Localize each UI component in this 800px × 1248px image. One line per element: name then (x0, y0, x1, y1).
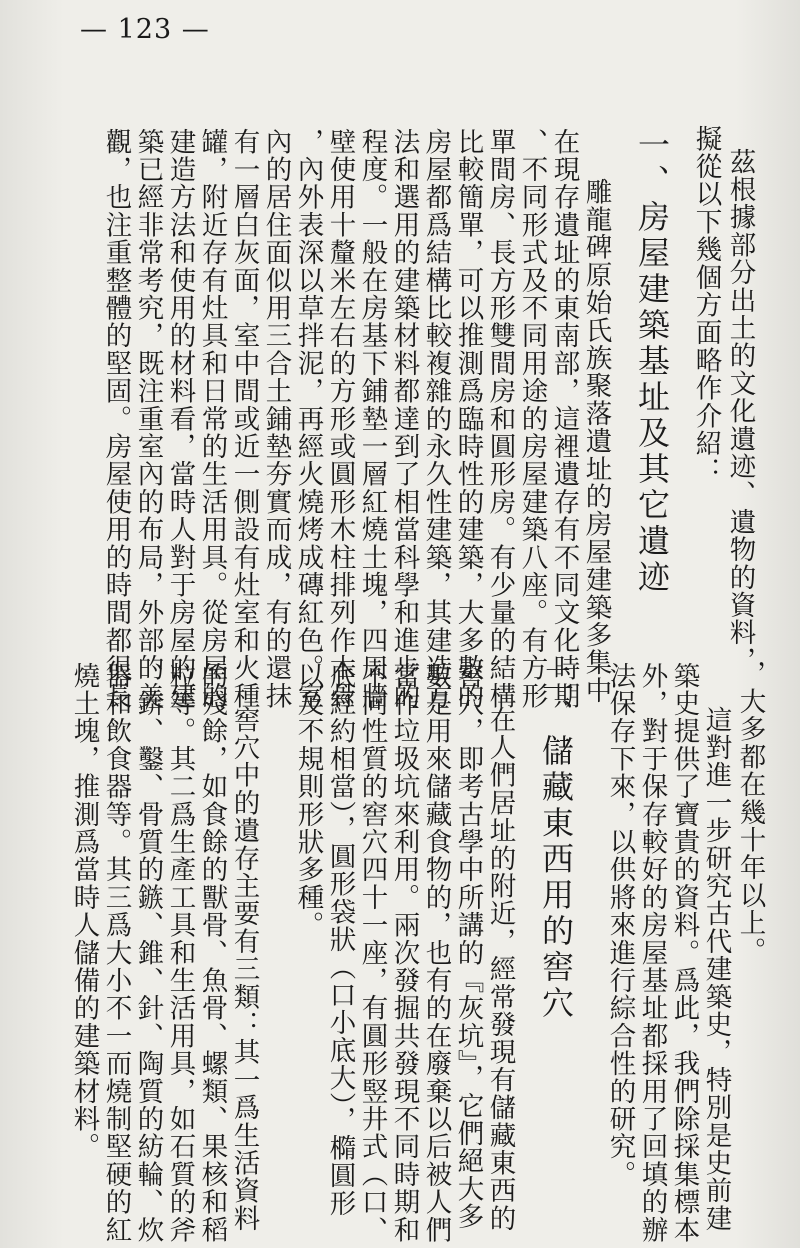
text-column: 不同性質的窖穴四十一座，有圓形竪井式（口、 (356, 662, 388, 1244)
text-column: 內的居住面似用三合土鋪墊夯實而成，有的還抹 (260, 128, 292, 710)
text-column: 外，對于保存較好的房屋基址都採用了回填的辦 (636, 662, 668, 1244)
text-column: 壁使用十釐米左右的方形或圓形木柱排列作木骨 (324, 128, 356, 710)
text-column: 法和選用的建築材料都達到了相當科學和進步的 (388, 128, 420, 710)
text-column: 底經約相當），圓形袋狀（口小底大），橢圓形 (324, 662, 356, 1218)
text-column: 房屋都爲結構比較複雜的永久性建築，其建造方 (420, 128, 452, 710)
text-column: 程度。一般在房基下鋪墊一層紅燒土塊，四周牆 (356, 128, 388, 710)
text-column: 比較簡單，可以推測爲臨時性的建築，大多數的 (452, 128, 484, 710)
text-column: 這對進一步研究古代建築史，特別是史前建 (700, 706, 732, 1233)
text-column: 器和飲食器等。其三爲大小不一而燒制堅硬的紅 (100, 662, 132, 1244)
section-heading: 一、房屋建築基址及其它遺迹 (633, 128, 671, 596)
text-column: 、不同形式及不同用途的房屋建築八座。有方形 (516, 128, 548, 710)
text-column: 當作垃圾坑來利用。兩次發掘共發現不同時期和 (388, 662, 420, 1244)
text-column: 在現存遺址的東南部，這裡遺存有不同文化時期 (548, 128, 580, 710)
text-column: 罐，附近存有灶具和日常的生活用具。從房屋的 (196, 128, 228, 710)
text-column: 以及不規則形狀多種。 (292, 662, 324, 939)
text-column: 在人們居址的附近，經常發現有儲藏東西的 (484, 706, 516, 1233)
section-heading: 二、儲藏東西用的窖穴 (537, 662, 575, 1022)
text-column: 燒土塊，推測爲當時人儲備的建築材料。 (68, 662, 100, 1161)
text-column: 觀，也注重整體的堅固。房屋使用的時間都很長 (100, 128, 132, 710)
text-column: 窖穴，即考古學中所講的『灰坑』，它們絕大多 (452, 662, 484, 1231)
text-column: 築已經非常考究，既注重室內的布局，外部的美 (132, 128, 164, 710)
text-column: ，大多都在幾十年以上。 (734, 660, 766, 965)
text-column: 擬從以下幾個方面略作介紹： (690, 125, 722, 486)
text-column: 有一層白灰面，室中間或近一側設有灶室和火種 (228, 128, 260, 710)
text-column: ，內外表深以草拌泥，再經火燒烤成磚紅色。室 (292, 128, 324, 710)
page-number: — 123 — (80, 14, 210, 45)
text-column: 數是用來儲藏食物的，也有的在廢棄以后被人們 (420, 662, 452, 1244)
text-column: 單間房、長方形雙間房和圓形房。有少量的結構 (484, 128, 516, 710)
text-column: 築史提供了寶貴的資料。爲此，我們除採集標本 (668, 662, 700, 1244)
text-column: 茲根據部分出土的文化遺迹、遺物的資料， (724, 148, 756, 675)
text-column: 粒等。其二爲生產工具和生活用具，如石質的斧 (164, 662, 196, 1244)
text-column: 法保存下來，以供將來進行綜合性的研究。 (604, 662, 636, 1189)
text-column: 建造方法和使用的材料看，當時人對于房屋的建 (164, 128, 196, 710)
text-column: 、錛、鑿、骨質的鏃、錐、針、陶質的紡輪、炊 (132, 662, 164, 1244)
text-column: 的殘餘，如食餘的獸骨、魚骨、螺類、果核和稻 (196, 662, 228, 1244)
text-column: 窖穴中的遺存主要有三類：其一爲生活資料 (228, 706, 260, 1233)
text-column: 雕龍碑原始氏族聚落遺址的房屋建築多集中 (580, 178, 612, 705)
